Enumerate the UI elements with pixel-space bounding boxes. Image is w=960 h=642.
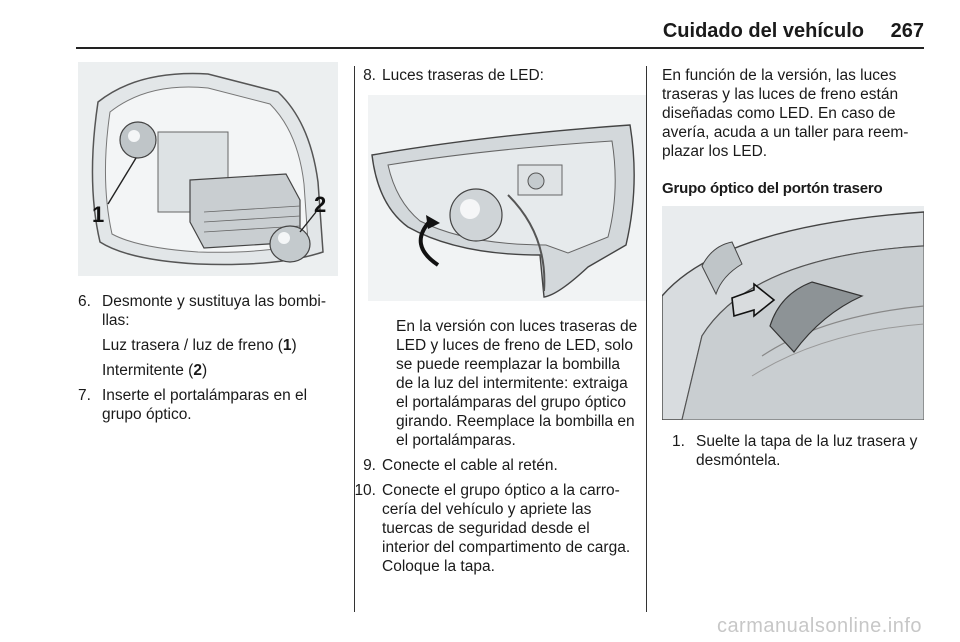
bulb-holder-drawing xyxy=(78,62,338,276)
left-column xyxy=(78,62,340,430)
section-heading: Grupo óptico del portón trasero xyxy=(662,180,883,197)
tailgate-light-illustration xyxy=(662,206,924,420)
led-tail-light-drawing xyxy=(368,95,646,301)
right-column xyxy=(662,66,924,476)
sub-turn-signal: Intermitente (2) xyxy=(102,362,208,379)
middle-column xyxy=(356,66,640,582)
header-rule xyxy=(76,47,924,49)
bulb-holder-illustration xyxy=(78,62,338,276)
callout-2: 2 xyxy=(314,192,327,217)
step-1: 1. Suelte la tapa de la luz trasera y desmóntela. xyxy=(672,433,918,469)
watermark: carmanualsonline.info xyxy=(716,615,922,637)
step-7: 7. Inserte el portalámparas en el grupo óptico. xyxy=(78,387,308,423)
step-9: 9. Conecte el cable al retén. xyxy=(363,457,558,474)
page-number: 267 xyxy=(890,20,924,42)
page-title: Cuidado del vehículo xyxy=(662,20,864,42)
sub-rear-brake-light: Luz trasera / luz de freno (1) xyxy=(102,337,297,354)
column-divider-right xyxy=(646,66,647,612)
step-6: 6. Desmonte y sustituya las bombi-llas: xyxy=(78,293,326,329)
tailgate-light-drawing xyxy=(662,206,924,420)
step-8: 8. Luces traseras de LED: xyxy=(363,67,544,84)
led-tail-light-illustration xyxy=(368,95,646,301)
led-intro-paragraph: En función de la versión, las luces traseras y las luces de freno están diseñadas como LED. En caso de avería, acuda a un taller para reem-plazar los LED. xyxy=(662,67,909,160)
callout-1: 1 xyxy=(92,202,105,227)
step-10: 10. Conecte el grupo óptico a la carro-cería del vehículo y apriete las tuercas de seguridad desde el interior del compartimento de carga. Coloque la tapa. xyxy=(354,482,631,575)
led-version-paragraph: En la versión con luces traseras de LED y luces de freno de LED, solo se puede reemplazar la bombilla de la luz del intermitente: extraiga el portalámparas del grupo óptico girando. Reemplace la bombilla en el portalámparas. xyxy=(396,318,638,449)
